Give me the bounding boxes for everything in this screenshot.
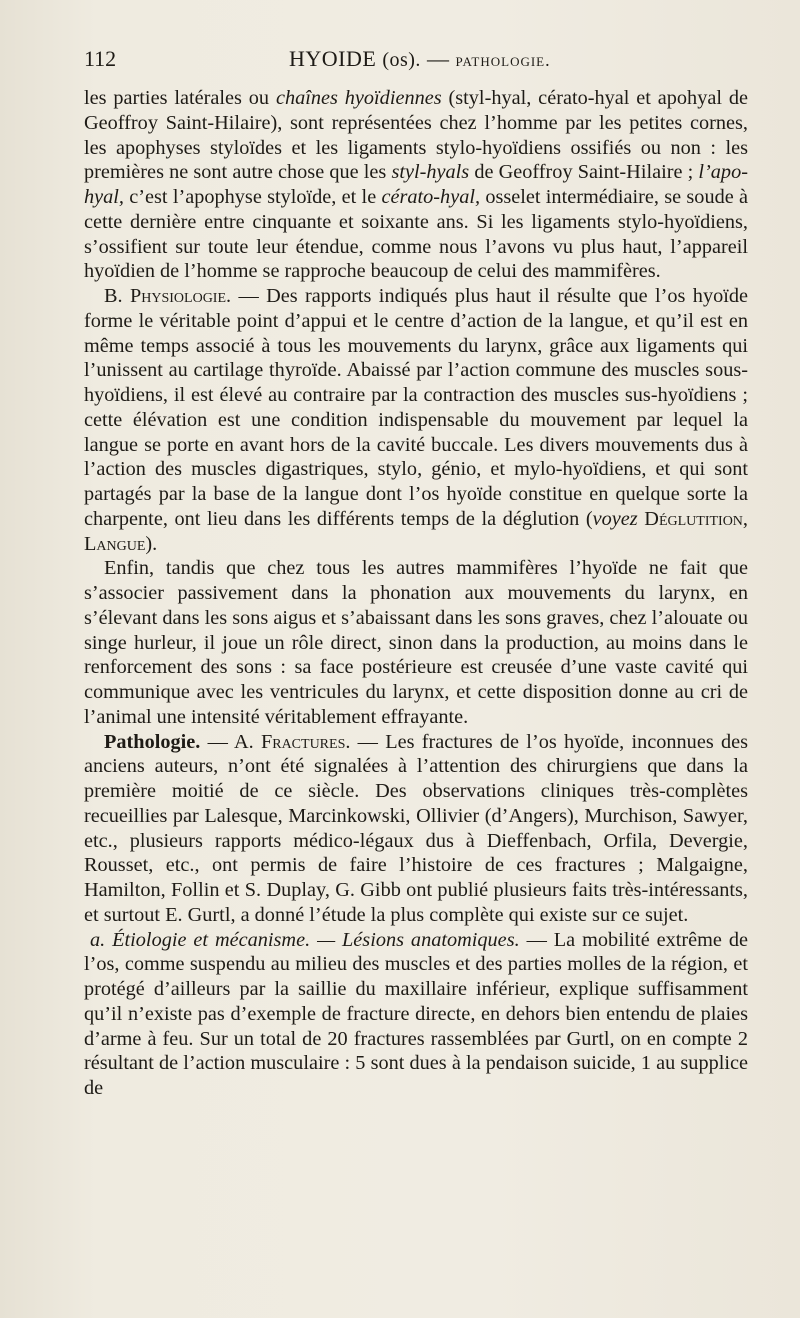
text-run: — A. (200, 730, 261, 753)
text-run: — La mobilité extrême de l’os, comme suspendu au milieu des muscles et des parties molles de la région, et protégé d’ailleurs par la saillie du maxillaire inférieur, explique suffisamment qu’il n’existe pas d’exemple de fracture directe, en dehors bien entendu de plaies d’arme à feu. Sur un total de 20 fractures rassemblées par Gurtl, on en compte 2 résultant de l’action musculaire : 5 sont dues à la pendaison suicide, 1 au supplice de (84, 928, 748, 1099)
text-run: a. Étiologie et mécanisme. — Lésions anatomiques. (90, 928, 520, 951)
text-run: Pathologie. (104, 730, 201, 753)
body-text (84, 86, 748, 1101)
text-run: Enfin, tandis que chez tous les autres mammifères l’hyoïde ne fait que s’associer passivement dans la phonation aux mouvements du larynx, en s’élevant dans les sons aigus et s’abaissant dans les sons graves, chez l’alouate ou singe hurleur, il joue un rôle direct, sinon dans la production, au moins dans le renforcement des sons : sa face postérieure est creusée d’une vaste cavité qui communique avec les ventricules du larynx, et cette disposition donne au cri de l’animal une intensité véritablement effrayante. (84, 557, 748, 728)
text-run: Déglutition, (644, 507, 748, 530)
text-run: osselet intermédiaire, se soude à cette dernière entre cinquante et soixante ans. Si les ligaments stylo-hyoïdiens, s’ossifient sur toute leur étendue, comme nous l’avons vu plus haut, l’appareil hyoïdien de l’homme se rapproche beaucoup de celui des mammifères. (84, 186, 748, 283)
text-run: (styl-hyal, cérato-hyal et apohyal de Geoffroy Saint-Hilaire), sont représentées chez l’homme par les petites cornes, les apophyses styloïdes et les ligaments stylo-hyoïdiens ossifiés ou non : les premières ne sont autre chose que les (84, 87, 748, 184)
text-run: Physiologie. (129, 285, 232, 307)
paragraph-continuation (84, 86, 748, 284)
paragraph-pathologie (84, 730, 748, 928)
paragraph-etiologie (84, 928, 748, 1101)
text-run: les parties latérales ou (84, 87, 276, 109)
text-run: l’apo-hyal, (84, 161, 748, 208)
text-run: styl-hyals (391, 161, 470, 184)
text-run: voyez (592, 507, 638, 530)
text-run: ). (145, 532, 158, 555)
text-run: Langue (84, 532, 146, 555)
text-run: de Geoffroy Saint-Hilaire ; (469, 161, 699, 184)
text-run: Fractures. (260, 730, 351, 753)
text-run: cérato-hyal, (381, 186, 481, 208)
header-section: pathologie. (455, 50, 551, 70)
header-title-word: HYOIDE (289, 46, 377, 71)
header-dash: — (426, 46, 450, 71)
header-title-os: (os). (382, 49, 421, 71)
text-run: c’est l’apophyse styloïde, et le (124, 186, 382, 208)
text-run: B. (104, 285, 130, 307)
page-number: 112 (84, 46, 117, 71)
running-header (84, 46, 748, 76)
text-run: — Les fractures de l’os hyoïde, inconnues des anciens auteurs, n’ont été signalées à l’attention des chirurgiens que dans la première moitié de ce siècle. Des observations cliniques très-complètes recueillies par Lalesque, Marcinkowski, Ollivier (d’Angers), Murchison, Sawyer, etc., plusieurs rapports médico-légaux dus à Dieffenbach, Orfila, Devergie, Rousset, etc., ont permis de faire l’histoire de ces fractures ; Malgaigne, Hamilton, Follin et S. Duplay, G. Gibb ont publié plusieurs faits très-intéressants, et surtout E. Gurtl, a donné l’étude la plus complète qui existe sur ce sujet. (84, 730, 748, 926)
paragraph-enfin (84, 556, 748, 729)
text-run: — Des rapports indiqués plus haut il résulte que l’os hyoïde forme le véritable point d’appui et le centre d’action de la langue, et qu’il est en même temps associé à tous les mouvements du larynx, grâce aux ligaments qui l’unissent au cartilage thyroïde. Abaissé par l’action commune des muscles sous-hyoïdiens, il est élevé au contraire par la contraction des muscles sus-hyoïdiens ; cette élévation est une condition indispensable du mouvement par lequel la langue se porte en avant hors de la cavité buccale. Les divers mouvements dus à l’action des muscles digastriques, stylo, génio, et mylo-hyoïdiens, et qui sont partagés par la base de la langue dont l’os hyoïde constitue en quelque sorte la charpente, ont lieu dans les différents temps de la déglution ( (84, 285, 749, 530)
header-title (289, 46, 551, 72)
paragraph-physiologie (84, 284, 748, 556)
text-run: chaînes hyoïdiennes (275, 87, 442, 109)
